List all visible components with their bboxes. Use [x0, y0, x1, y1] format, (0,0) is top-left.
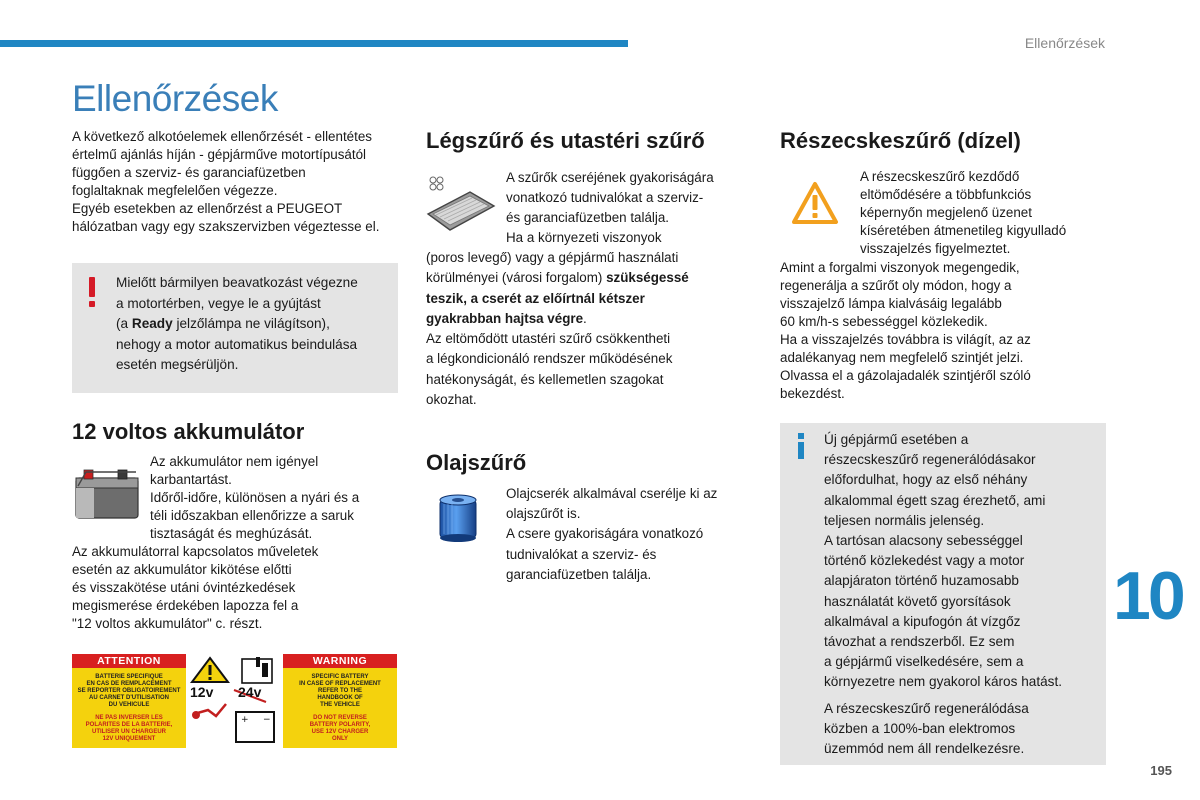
particle-filter-text-bottom: [780, 259, 1110, 403]
svg-text:+: +: [241, 715, 249, 725]
info-line: a gépjármű viselkedésére, sem a: [824, 654, 1024, 670]
label-line: THE VEHICLE: [320, 702, 360, 708]
cabin-filter-text-bottom: [426, 248, 756, 410]
label-line: ONLY: [331, 736, 349, 742]
cabin-filter-line: vonatkozó tudnivalókat a szerviz-: [506, 190, 704, 205]
svg-text:−: −: [263, 715, 271, 725]
particle-filter-line: eltömődésére a többfunkciós: [860, 187, 1032, 202]
caution-text-span: jelzőlámpa ne világítson),: [172, 316, 330, 331]
cabin-filter-icon: [426, 174, 496, 234]
cabin-filter-line: A szűrők cseréjének gyakoriságára: [506, 170, 714, 185]
label-line: SE REPORTER OBLIGATOIREMENT: [77, 688, 181, 694]
label-warning-head: WARNING: [283, 654, 397, 668]
label-line: AU CARNET D'UTILISATION: [89, 695, 169, 701]
ready-keyword: Ready: [131, 316, 173, 331]
particle-filter-text-top: [860, 168, 1110, 258]
caution-text-span: (a: [116, 316, 132, 331]
battery-line: "12 voltos akkumulátor" c. részt.: [72, 616, 263, 631]
particle-filter-line: 60 km/h-s sebességgel közlekedik.: [780, 314, 988, 329]
label-english-panel: [283, 654, 397, 748]
cabin-filter-line: Az eltömődött utastéri szűrő csökkentheti: [426, 331, 671, 347]
label-line: HANDBOOK OF: [317, 695, 363, 701]
label-pictogram-panel: [186, 654, 283, 748]
info-line: távozhat a rendszerből. Ez sem: [824, 634, 1015, 650]
particle-filter-line: regenerálja a szűrőt oly módon, hogy a: [780, 278, 1012, 293]
particle-filter-line: visszajelző lámpa kialvásáig legalább: [780, 296, 1002, 311]
particle-filter-line: visszajelzés figyelmeztet.: [860, 241, 1011, 256]
info-line: Új gépjármű esetében a: [824, 432, 969, 447]
battery-line: esetén az akkumulátor kikötése előtti: [72, 562, 292, 577]
page-number: 195: [1150, 763, 1172, 778]
particle-filter-heading: Részecskeszűrő (dízel): [780, 128, 1021, 153]
oil-filter-line: garanciafüzetben találja.: [506, 566, 652, 582]
battery-line: téli időszakban ellenőrizze a saruk: [150, 508, 354, 523]
info-paragraph: [824, 699, 1100, 760]
caution-notice: [72, 263, 398, 393]
battery-pictograms: [186, 654, 283, 748]
battery-heading: 12 voltos akkumulátor: [72, 419, 305, 444]
cabin-filter-text-top: [506, 168, 756, 248]
cabin-filter-line: a légkondicionáló rendszer működésének: [426, 351, 673, 367]
particle-filter-line: A részecskeszűrő kezdődő: [860, 169, 1020, 184]
chapter-number: 10: [1113, 558, 1183, 634]
cabin-filter-line: hatékonyságát, és kellemetlen szagokat: [426, 371, 664, 387]
info-line: alapjáraton történő huzamosabb: [824, 573, 1019, 589]
particle-filter-line: Amint a forgalmi viszonyok megengedik,: [780, 260, 1020, 275]
intro-line: Egyéb esetekben az ellenőrzést a PEUGEOT: [72, 201, 343, 216]
label-line: 12V UNIQUEMENT: [102, 736, 156, 742]
page-title: Ellenőrzések: [72, 78, 278, 119]
oil-filter-line: A csere gyakoriságára vonatkozó: [506, 526, 704, 542]
label-line: NE PAS INVERSER LES: [95, 715, 163, 721]
info-text: [824, 430, 1100, 759]
info-line: használatát követő gyorsítások: [824, 593, 1011, 609]
intro-text: [72, 128, 398, 236]
label-line: BATTERY POLARITY,: [309, 722, 371, 728]
oil-filter-icon: [436, 490, 480, 544]
info-line: A tartósan alacsony sebességgel: [824, 533, 1023, 549]
label-line: POLARITES DE LA BATTERIE,: [85, 722, 173, 728]
oil-filter-line: olajszűrőt is.: [506, 506, 581, 522]
warning-triangle-icon: [791, 181, 839, 226]
particle-filter-line: Ha a visszajelzés továbbra is világít, az az: [780, 332, 1031, 347]
label-line: USE 12V CHARGER: [311, 729, 369, 735]
cabin-filter-span: körülményei (városi forgalom): [426, 270, 607, 286]
battery-text-bottom: [72, 543, 398, 633]
label-line: DU VEHICULE: [108, 702, 150, 708]
info-line: előfordulhat, hogy az első néhány: [824, 472, 1028, 488]
info-line: alkalommal égett szag érezhető, ami: [824, 492, 1046, 508]
cabin-filter-line: okozhat.: [426, 392, 477, 408]
cabin-filter-heading: Légszűrő és utastéri szűrő: [426, 128, 705, 153]
battery-line: Az akkumulátor nem igényel: [150, 454, 319, 469]
intro-line: hálózatban vagy egy szakszervizben végeztesse el.: [72, 219, 380, 234]
info-notice: [780, 423, 1106, 765]
oil-filter-line: Olajcserék alkalmával cserélje ki az: [506, 486, 718, 501]
battery-line: és visszakötése utáni óvintézkedések: [72, 580, 296, 595]
caution-line: esetén megsérüljön.: [116, 357, 239, 372]
cabin-filter-line: [426, 268, 756, 288]
label-line: REFER TO THE: [318, 688, 362, 694]
info-line: alkalmával a kipufogón át vízgőz: [824, 613, 1021, 629]
info-line: teljesen normális jelenség.: [824, 512, 985, 528]
label-line: BATTERIE SPECIFIQUE: [95, 674, 163, 680]
particle-filter-line: adalékanyag nem megfelelő szintjét jelzi.: [780, 350, 1024, 365]
battery-line: Időről-időre, különösen a nyári és a: [150, 490, 360, 505]
label-line: IN CASE OF REPLACEMENT: [299, 681, 381, 687]
cabin-filter-emphasis: gyakrabban hajtsa végre: [426, 310, 584, 326]
info-icon: [796, 433, 806, 459]
label-line: SPECIFIC BATTERY: [311, 674, 369, 680]
label-attention-head: ATTENTION: [72, 654, 186, 668]
intro-line: függően a szerviz- és garanciafüzetben: [72, 165, 306, 180]
particle-filter-line: kíséretében átmenetileg kigyulladó: [860, 223, 1067, 238]
info-line: üzemmód nem áll rendelkezésre.: [824, 741, 1025, 757]
cabin-filter-line: és garanciafüzetben találja.: [506, 210, 670, 225]
cabin-filter-line: [426, 309, 756, 329]
cabin-filter-emphasis: szükségessé: [606, 270, 689, 286]
label-24v-tag: 24v: [238, 684, 262, 700]
info-line: közben a 100%-ban elektromos: [824, 720, 1016, 736]
info-line: részecskeszűrő regenerálódásakor: [824, 452, 1036, 468]
caution-line: a motortérben, vegye le a gyújtást: [116, 295, 321, 311]
intro-line: foglaltaknak megfelelően végezze.: [72, 183, 278, 198]
label-line: DO NOT REVERSE: [313, 715, 367, 721]
battery-icon: [72, 464, 144, 522]
info-line: A részecskeszűrő regenerálódása: [824, 700, 1029, 716]
caution-line: Mielőtt bármilyen beavatkozást végezne: [116, 275, 358, 290]
oil-filter-line: tudnivalókat a szerviz- és: [506, 546, 657, 562]
caution-line: [116, 314, 390, 335]
particle-filter-line: bekezdést.: [780, 386, 845, 401]
cabin-filter-line: [426, 289, 756, 309]
battery-line: megismerése érdekében lapozza fel a: [72, 598, 299, 613]
particle-filter-line: Olvassa el a gázolajadalék szintjéről szóló: [780, 368, 1031, 383]
oil-filter-text: [506, 484, 756, 585]
info-paragraph: [824, 430, 1100, 693]
label-french-panel: [72, 654, 186, 748]
particle-filter-line: képernyőn megjelenő üzenet: [860, 205, 1032, 220]
label-line: UTILISER UN CHARGEUR: [91, 729, 166, 735]
intro-line: A következő alkotóelemek ellenőrzését - ellentétes: [72, 129, 372, 144]
info-line: környezetre nem gyakorol káros hatást.: [824, 674, 1063, 690]
exclamation-icon: [85, 277, 99, 307]
header-accent-bar: [0, 40, 628, 47]
oil-filter-heading: Olajszűrő: [426, 450, 527, 475]
running-head: Ellenőrzések: [1024, 35, 1105, 51]
cabin-filter-span: .: [583, 310, 587, 326]
battery-line: karbantartást.: [150, 472, 232, 487]
battery-line: Az akkumulátorral kapcsolatos műveletek: [72, 544, 319, 559]
battery-line: tisztaságát és meghúzását.: [150, 526, 313, 541]
intro-line: értelmű ajánlás híján - gépjárműve motortípusától: [72, 147, 366, 162]
battery-text-top: [150, 453, 398, 543]
info-line: történő közlekedést vagy a motor: [824, 553, 1025, 569]
caution-line: nehogy a motor automatikus beindulása: [116, 336, 358, 352]
label-12v-tag: 12v: [190, 684, 214, 700]
cabin-filter-emphasis: teszik, a cserét az előírtnál kétszer: [426, 290, 645, 306]
cabin-filter-line: Ha a környezeti viszonyok: [506, 230, 662, 245]
label-line: EN CAS DE REMPLACEMENT: [86, 681, 172, 687]
battery-warning-label: [72, 654, 397, 748]
cabin-filter-line: (poros levegő) vagy a gépjármű használati: [426, 250, 679, 265]
caution-text: [116, 273, 390, 376]
